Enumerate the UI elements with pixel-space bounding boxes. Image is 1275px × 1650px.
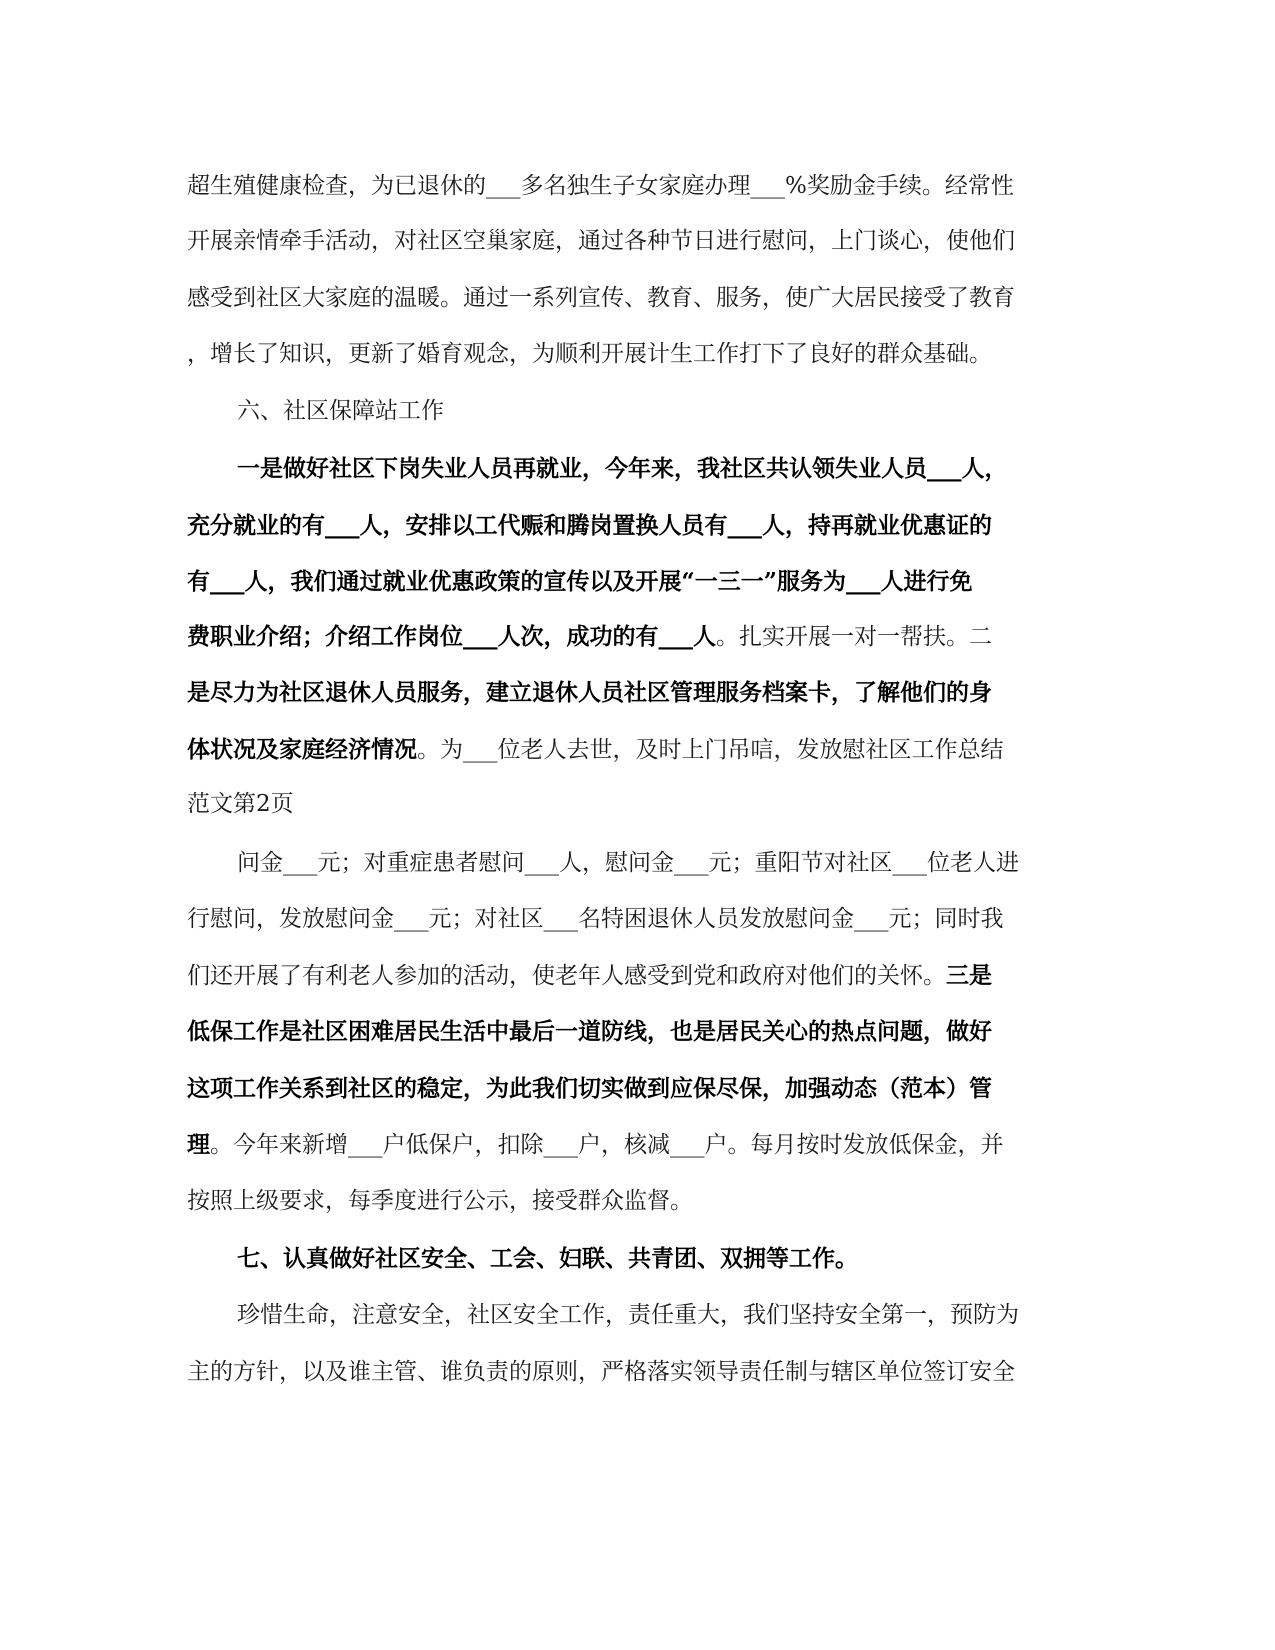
text-line — [187, 678, 1087, 708]
text-segment: 。扎实开展一对一帮扶。二 — [716, 624, 992, 650]
text-line — [187, 1074, 1087, 1104]
text-line — [187, 1130, 1087, 1160]
text-segment: 珍惜生命，注意安全，社区安全工作，责任重大，我们坚持安全第一，预防为 — [237, 1302, 1019, 1328]
text-segment: 按照上级要求，每季度进行公示，接受群众监督。 — [187, 1188, 693, 1214]
text-line — [187, 904, 1087, 934]
bold-text-segment: 充分就业的有___人，安排以工代赈和腾岗置换人员有___人，持再就业优惠证的 — [187, 512, 992, 539]
text-line — [187, 171, 1087, 201]
text-line — [187, 226, 1087, 256]
text-line — [187, 1357, 1087, 1387]
bold-text-segment: 体状况及家庭经济情况 — [187, 736, 417, 763]
text-line — [187, 567, 1087, 597]
text-segment: 行慰问，发放慰问金___元；对社区___名特困退休人员发放慰问金___元；同时我 — [187, 906, 1004, 932]
bold-text-segment: 这项工作关系到社区的稳定，为此我们切实做到应保尽保，加强动态（范本）管 — [187, 1075, 992, 1102]
section-heading — [237, 1244, 1087, 1274]
bold-text-segment: 费职业介绍；介绍工作岗位___人次，成功的有___人 — [187, 623, 716, 650]
bold-text-segment: 理 — [187, 1131, 210, 1158]
text-line — [187, 961, 1087, 991]
text-line — [187, 339, 1087, 369]
text-segment: ，增长了知识，更新了婚育观念，为顺利开展计生工作打下了良好的群众基础。 — [187, 341, 992, 367]
section-heading — [237, 396, 1087, 426]
text-line — [237, 1300, 1087, 1330]
text-line — [187, 283, 1087, 313]
text-line — [187, 789, 1087, 819]
text-line — [187, 622, 1087, 652]
text-segment: 们还开展了有利老人参加的活动，使老年人感受到党和政府对他们的关怀。 — [187, 963, 946, 989]
text-line — [187, 1186, 1087, 1216]
text-segment: 主的方针，以及谁主管、谁负责的原则，严格落实领导责任制与辖区单位签订安全 — [187, 1359, 1015, 1385]
text-line — [237, 454, 1087, 484]
bold-text-segment: 低保工作是社区困难居民生活中最后一道防线，也是居民关心的热点问题，做好 — [187, 1018, 992, 1045]
bold-text-segment: 一是做好社区下岗失业人员再就业，今年来，我社区共认领失业人员___人， — [237, 455, 1008, 482]
bold-text-segment: 三是 — [946, 962, 992, 989]
text-line — [237, 848, 1087, 878]
text-segment: 开展亲情牵手活动，对社区空巢家庭，通过各种节日进行慰问，上门谈心，使他们 — [187, 228, 1015, 254]
text-line — [187, 735, 1087, 765]
text-segment: 。为___位老人去世，及时上门吊唁，发放慰社区工作总结 — [417, 737, 1004, 763]
bold-text-segment: 是尽力为社区退休人员服务，建立退休人员社区管理服务档案卡，了解他们的身 — [187, 679, 992, 706]
text-line — [187, 1017, 1087, 1047]
page-footer-text: 范文第2页 — [187, 791, 294, 817]
bold-text-segment: 有___人，我们通过就业优惠政策的宣传以及开展“一三一”服务为___人进行免 — [187, 568, 973, 595]
text-line — [187, 511, 1087, 541]
text-segment: 六、社区保障站工作 — [237, 398, 444, 424]
text-segment: 超生殖健康检查，为已退休的___多名独生子女家庭办理___%奖励金手续。经常性 — [187, 173, 1014, 199]
text-segment: 。今年来新增___户低保户，扣除___户，核减___户。每月按时发放低保金，并 — [210, 1132, 1004, 1158]
text-segment: 感受到社区大家庭的温暖。通过一系列宣传、教育、服务，使广大居民接受了教育 — [187, 285, 1015, 311]
text-segment: 问金___元；对重症患者慰问___人，慰问金___元；重阳节对社区___位老人进 — [237, 850, 1019, 876]
bold-text-segment: 七、认真做好社区安全、工会、妇联、共青团、双拥等工作。 — [237, 1245, 858, 1272]
